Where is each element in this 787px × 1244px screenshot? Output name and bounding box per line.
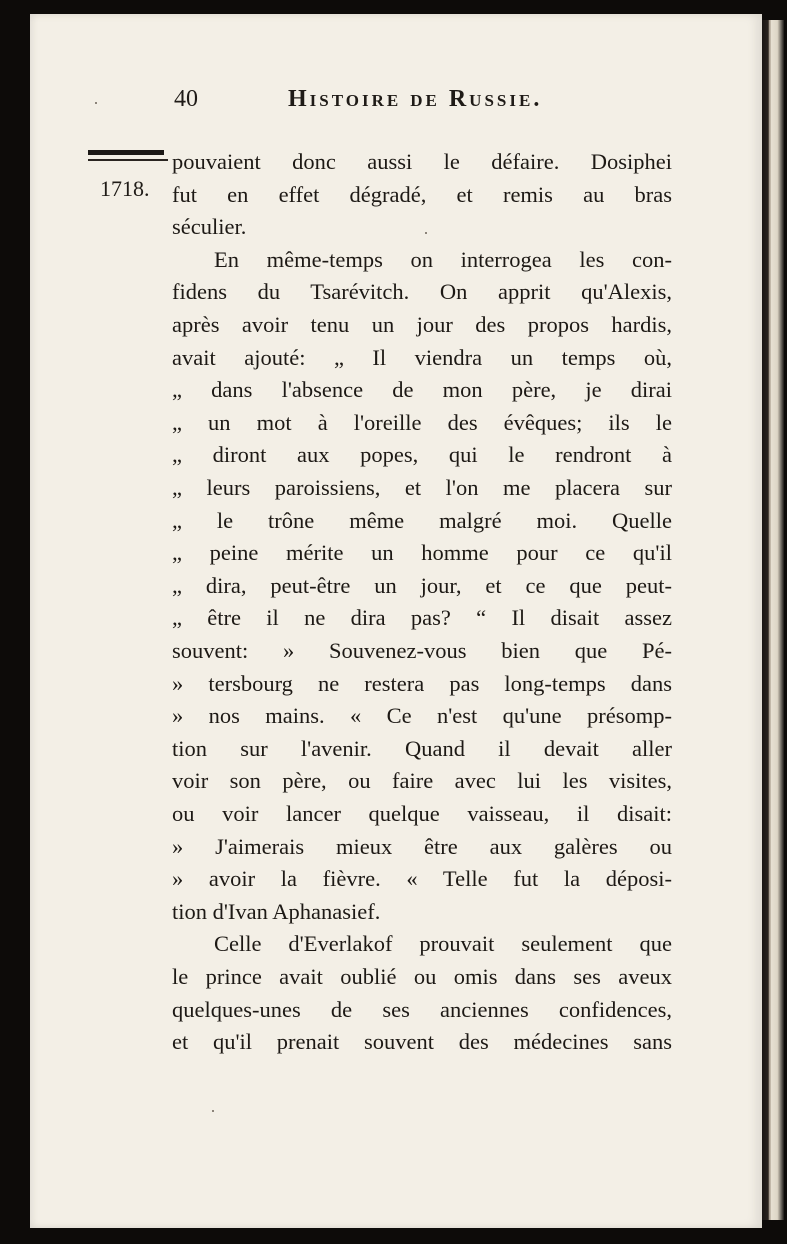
text-line: „ dira, peut-être un jour, et ce que peut- <box>172 572 672 598</box>
paper-speck <box>95 102 97 104</box>
text-line: voir son père, ou faire avec lui les visites, <box>172 768 672 794</box>
text-line: » avoir la fièvre. « Telle fut la déposi- <box>172 866 672 892</box>
page-header <box>170 86 670 122</box>
text-line: avait ajouté: „ Il viendra un temps où, <box>172 344 672 370</box>
text-line: après avoir tenu un jour des propos hardis, <box>172 312 672 337</box>
paper-speck <box>425 232 427 234</box>
rule-thick <box>88 150 164 155</box>
text-line: » tersbourg ne restera pas long-temps dans <box>172 670 672 696</box>
text-line: » J'aimerais mieux être aux galères ou <box>172 833 672 859</box>
text-line: tion d'Ivan Aphanasief. <box>172 898 381 924</box>
rule-thin <box>88 159 168 161</box>
text-line: „ dans l'absence de mon père, je dirai <box>172 377 672 403</box>
text-line: „ diront aux popes, qui le rendront à <box>172 442 672 468</box>
text-line: souvent: » Souvenez-vous bien que Pé- <box>172 638 672 663</box>
text-line: „ un mot à l'oreille des évêques; ils le <box>172 409 672 435</box>
text-line: ou voir lancer quelque vaisseau, il disait: <box>172 801 672 826</box>
text-line: Celle d'Everlakof prouvait seulement que <box>214 931 672 957</box>
text-line: „ peine mérite un homme pour ce qu'il <box>172 540 672 566</box>
page-number: 40 <box>174 86 198 112</box>
text-line: le prince avait oublié ou omis dans ses aveux <box>172 964 672 989</box>
text-line: „ leurs paroissiens, et l'on me placera sur <box>172 475 672 500</box>
text-line: et qu'il prenait souvent des médecines sans <box>172 1029 672 1055</box>
text-line: pouvaient donc aussi le défaire. Dosiphei <box>172 149 672 174</box>
text-line: » nos mains. « Ce n'est qu'une présomp- <box>172 703 672 729</box>
text-line: En même-temps on interrogea les con- <box>214 246 672 272</box>
text-line: quelques-unes de ses anciennes confidences, <box>172 996 672 1022</box>
margin-year-note: 1718. <box>100 176 150 201</box>
text-line: tion sur l'avenir. Quand il devait aller <box>172 735 672 761</box>
running-title: Histoire de Russie. <box>288 86 543 112</box>
text-line: fidens du Tsarévitch. On apprit qu'Alexis, <box>172 279 672 305</box>
text-line: „ le trône même malgré moi. Quelle <box>172 507 672 533</box>
text-line: fut en effet dégradé, et remis au bras <box>172 181 672 207</box>
text-line: „ être il ne dira pas? “ Il disait assez <box>172 605 672 631</box>
page-stack-edge <box>762 20 784 1220</box>
paper-speck <box>212 1110 214 1112</box>
section-rule <box>88 150 168 164</box>
text-line: séculier. <box>172 214 247 240</box>
